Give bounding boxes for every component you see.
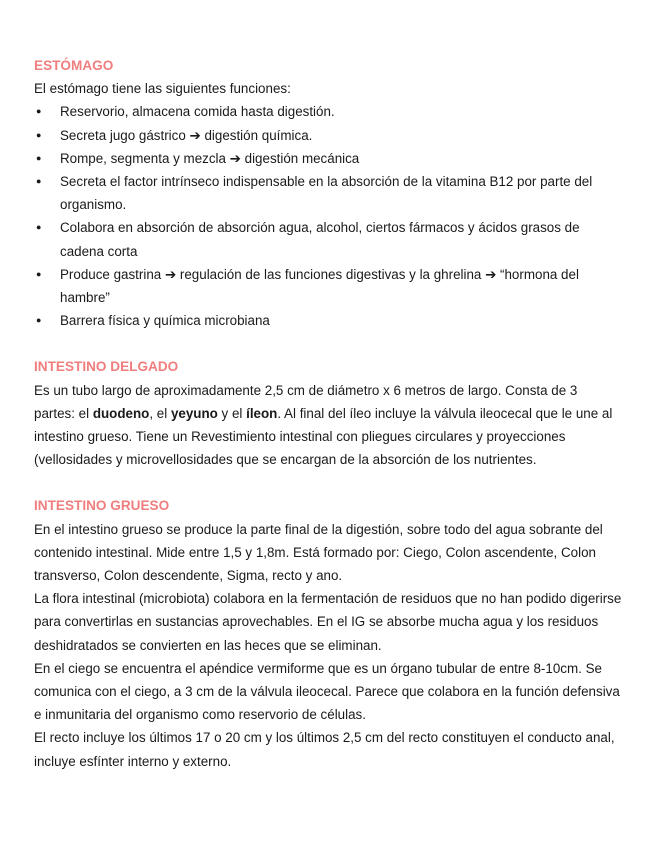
text-segment: y el xyxy=(217,405,247,421)
large-intestine-paragraph: En el intestino grueso se produce la parte final de la digestión, sobre todo del agua sobrante del contenido intestinal. Mide entre 1,5 y 1,8m. Está formado por: Ciego, Colon ascendente, Colon transverso, Colon descendente, Sigma, recto y ano. xyxy=(34,521,603,584)
heading-large-intestine: INTESTINO GRUESO xyxy=(34,498,170,514)
list-item: ● Barrera física y química microbiana xyxy=(34,309,622,332)
section-gap xyxy=(34,332,622,355)
list-item: ● Reservorio, almacena comida hasta digestión. xyxy=(34,100,622,123)
large-intestine-paragraph: El recto incluye los últimos 17 o 20 cm y los últimos 2,5 cm del recto constituyen el conducto anal, incluye esfínter interno y externo. xyxy=(34,730,615,769)
text-segment: Es un tubo largo de aproximadamente 2,5 cm de diámetro x 6 metros de largo. Consta de 3 partes: el xyxy=(34,382,578,421)
stomach-function-list xyxy=(34,100,622,332)
large-intestine-paragraph: La flora intestinal (microbiota) colabora en la fermentación de residuos que no han podido digerirse para convertirlas en sustancias aprovechables. En el IG se absorbe mucha agua y los residuos deshidratados se convierten en las heces que se eliminan. xyxy=(34,591,622,653)
list-item: ● Colabora en absorción de absorción agua, alcohol, ciertos fármacos y ácidos grasos de cadena corta xyxy=(34,216,622,262)
term-ileon: íleon xyxy=(246,405,278,421)
small-intestine-paragraph xyxy=(34,379,622,472)
large-intestine-paragraph: En el ciego se encuentra el apéndice vermiforme que es un órgano tubular de entre 8-10cm. Se comunica con el ciego, a 3 cm de la válvula ileocecal. Parece que colabora en la función defensiva e inmunitaria del organismo como reservorio de células. xyxy=(34,660,620,723)
list-item: ● Rompe, segmenta y mezcla ➔ digestión mecánica xyxy=(34,147,622,170)
section-gap xyxy=(34,471,622,494)
list-item: ● Secreta el factor intrínseco indispensable en la absorción de la vitamina B12 por parte del organismo. xyxy=(34,170,622,216)
list-item: ● Secreta jugo gástrico ➔ digestión química. xyxy=(34,124,622,147)
term-yeyuno: yeyuno xyxy=(170,405,218,421)
document-content xyxy=(34,54,622,773)
term-duodeno: duodeno xyxy=(92,405,150,421)
text-segment: . Al final del íleo incluye la válvula ileocecal que le une al intestino grueso. Tiene un Revestimiento intestinal con pliegues circulares y proyecciones (vellosidades y microvellosidades que se encargan de la absorción de los nutrientes. xyxy=(34,405,613,468)
stomach-intro: El estómago tiene las siguientes funciones: xyxy=(34,81,291,97)
text-segment: , el xyxy=(149,405,171,421)
heading-small-intestine: INTESTINO DELGADO xyxy=(34,359,179,375)
list-item: ● Produce gastrina ➔ regulación de las funciones digestivas y la ghrelina ➔ “hormona del hambre” xyxy=(34,263,622,309)
heading-stomach: ESTÓMAGO xyxy=(34,58,114,73)
